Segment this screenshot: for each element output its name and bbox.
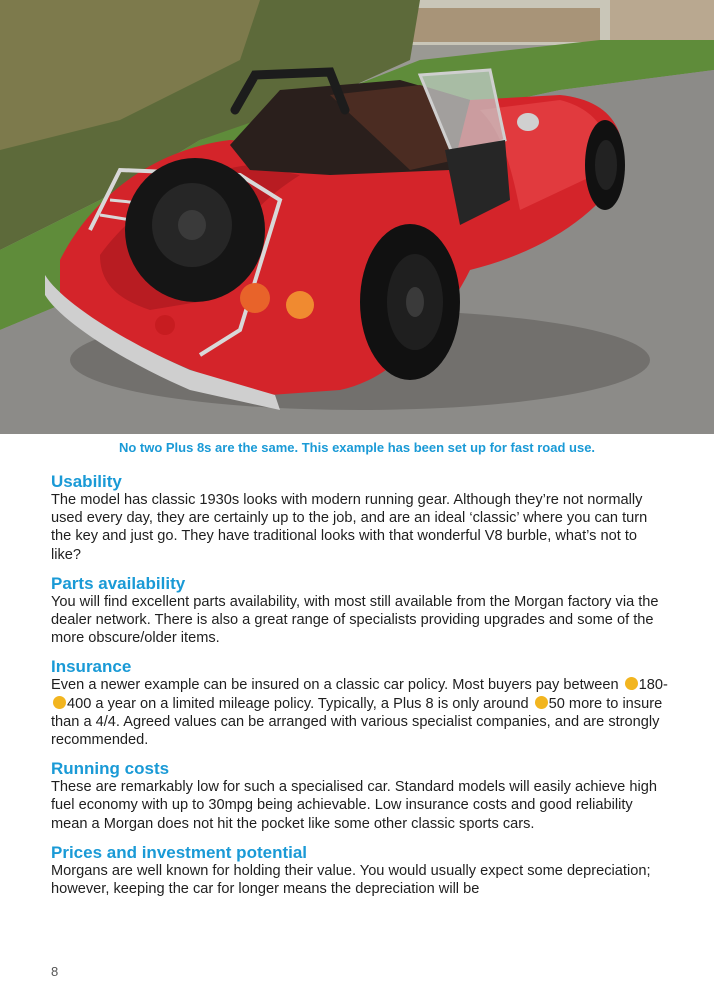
section-heading: Insurance <box>51 657 132 677</box>
section-paragraph: You will find excellent parts availability, with most still available from the Morgan factory via the dealer network. There is also a great range of specialists providing upgrades and some of the more obscure/older items. <box>51 593 659 647</box>
text-run: Even a newer example can be insured on a classic car policy. Most buyers pay between <box>51 677 623 694</box>
section-prices-investment <box>51 843 671 898</box>
currency-coin-icon <box>53 696 66 709</box>
section-paragraph: These are remarkably low for such a specialised car. Standard models will easily achieve high fuel economy with up to 30mpg being achievable. Low insurance costs and good reliability mean a Morgan does not hit the pocket like some other classic sports cars. <box>51 779 657 832</box>
section-usability <box>51 472 671 564</box>
text-run: 180- <box>638 677 668 694</box>
section-heading: Usability <box>51 472 122 491</box>
article-body <box>51 472 671 908</box>
section-heading: Prices and investment potential <box>51 842 308 862</box>
section-paragraph: The model has classic 1930s looks with modern running gear. Although they’re not normally used every day, they are certainly up to the job, and are an ideal ‘classic’ where you can turn the key and just go. They have traditional looks with that wonderful V8 burble, what’s not to like? <box>51 492 648 563</box>
car-illustration <box>0 0 714 434</box>
section-paragraph: Morgans are well known for holding their value. You would usually expect some depreciation; however, keeping the car for longer means the depreciation will be <box>51 862 651 898</box>
text-run: 400 a year on a limited mileage policy. Typically, a Plus 8 is only around <box>67 695 533 712</box>
text-run: 50 more to insure than a 4/4. Agreed values can be arranged with various specialist companies, and are strongly recommended. <box>51 695 663 749</box>
section-paragraph <box>51 676 671 749</box>
section-running-costs <box>51 759 671 833</box>
section-parts-availability <box>51 574 671 648</box>
section-insurance <box>51 657 671 749</box>
currency-coin-icon <box>535 696 548 709</box>
photo-caption: No two Plus 8s are the same. This example has been set up for fast road use. <box>118 440 596 455</box>
section-heading: Parts availability <box>51 573 186 593</box>
page-number: 8 <box>51 964 59 979</box>
section-heading: Running costs <box>51 759 170 779</box>
currency-coin-icon <box>625 677 638 690</box>
car-photo <box>0 0 714 434</box>
